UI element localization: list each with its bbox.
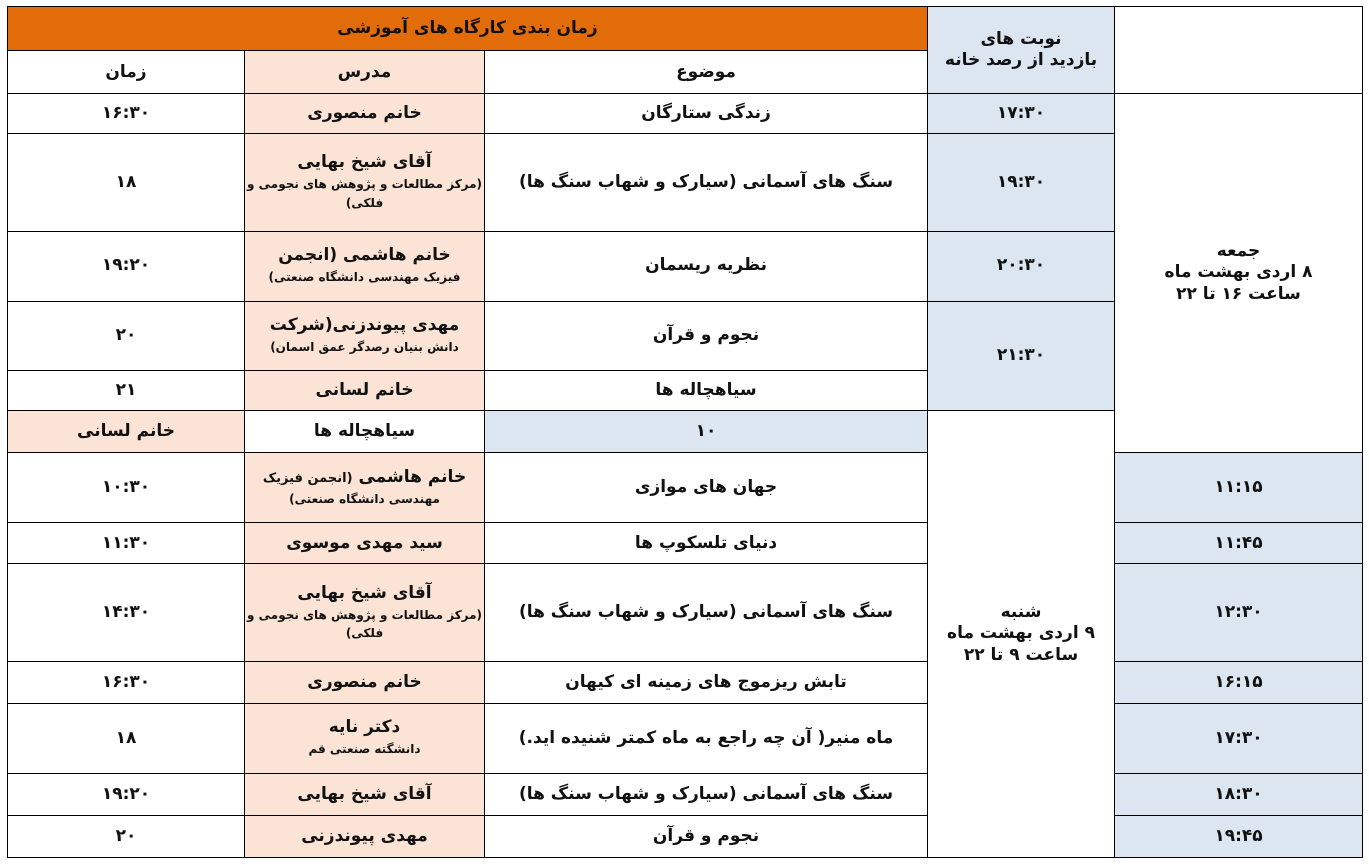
visit-time-cell: ۱۶:۱۵ (1115, 662, 1363, 703)
teacher-affiliation: دانشگته صنعتی قم (308, 742, 421, 757)
topic-cell: زندگی ستارگان (485, 94, 928, 134)
visit-time-cell: ۲۱:۳۰ (928, 301, 1115, 410)
teacher-cell (245, 231, 485, 301)
workshop-schedule-table (7, 6, 1363, 858)
teacher-affiliation: (مرکز مطالعات و پژوهش های نجومی و فلکی) (246, 607, 483, 641)
topic-cell: نجوم و قرآن (485, 301, 928, 370)
teacher-affiliation: (مرکز مطالعات و پژوهش های نجومی و فلکی) (246, 177, 483, 211)
day-date: ۹ اردی بهشت ماه (947, 623, 1095, 644)
teacher-cell (245, 134, 485, 231)
teacher-cell (245, 564, 485, 662)
topic-header: موضوع (485, 51, 928, 94)
time-cell: ۲۰ (8, 301, 245, 370)
topic-cell: جهان های موازی (485, 453, 928, 523)
table-row (8, 662, 1363, 703)
visits-header-line1: نوبت های (980, 28, 1062, 49)
time-cell: ۲۱ (8, 370, 245, 410)
day-cell-friday (1115, 94, 1363, 453)
table-row (8, 564, 1363, 662)
header-row-1 (8, 7, 1363, 51)
table-row (8, 523, 1363, 564)
visits-header-line2: بازدید از رصد خانه (944, 50, 1098, 71)
teacher-cell (245, 703, 485, 773)
time-header: زمان (8, 51, 245, 94)
teacher-affiliation-inline: (انجمن فیزیک (262, 470, 353, 486)
teacher-name: خانم هاشمی (انجمن (278, 245, 451, 266)
topic-cell: تابش ریزموج های زمینه ای کیهان (485, 662, 928, 703)
teacher-cell: آقای شیخ بهایی (245, 773, 485, 815)
time-cell: ۱۴:۳۰ (8, 564, 245, 662)
blank-corner-cell (1115, 7, 1363, 94)
day-hours: ساعت ۹ تا ۲۲ (963, 644, 1079, 665)
table-row (8, 773, 1363, 815)
teacher-cell: خانم منصوری (245, 662, 485, 703)
table-row (8, 703, 1363, 773)
visits-header (928, 7, 1115, 94)
table-row (8, 453, 1363, 523)
teacher-cell: خانم لسانی (245, 370, 485, 410)
time-cell: ۱۹:۲۰ (8, 773, 245, 815)
visit-time-cell: ۱۱:۴۵ (1115, 523, 1363, 564)
time-cell: ۱۹:۲۰ (8, 231, 245, 301)
teacher-cell: سید مهدی موسوی (245, 523, 485, 564)
teacher-cell (245, 453, 485, 523)
topic-cell: سیاهچاله ها (245, 410, 485, 452)
topic-cell: سنگ های آسمانی (سیارک و شهاب سنگ ها) (485, 773, 928, 815)
topic-cell: سنگ های آسمانی (سیارک و شهاب سنگ ها) (485, 564, 928, 662)
table-row (8, 815, 1363, 857)
teacher-cell: مهدی پیوندزنی (245, 815, 485, 857)
visit-time-cell: ۱۲:۳۰ (1115, 564, 1363, 662)
teacher-affiliation: فیزیک مهندسی دانشگاه صنعتی) (268, 270, 461, 285)
topic-cell: نظریه ریسمان (485, 231, 928, 301)
workshop-title-header: زمان بندی کارگاه های آموزشی (8, 7, 928, 51)
day-name: شنبه (1000, 602, 1042, 623)
day-cell-saturday (928, 410, 1115, 857)
visit-time-cell: ۱۷:۳۰ (928, 94, 1115, 134)
teacher-affiliation: مهندسی دانشگاه صنعتی) (289, 491, 440, 506)
topic-cell: سیاهچاله ها (485, 370, 928, 410)
visit-time-cell: ۱۰ (485, 410, 928, 452)
time-cell: ۱۸ (8, 134, 245, 231)
day-name: جمعه (1216, 241, 1261, 262)
visit-time-cell: ۲۰:۳۰ (928, 231, 1115, 301)
teacher-name: آقای شیخ بهایی (297, 582, 432, 603)
time-cell: ۱۶:۳۰ (8, 662, 245, 703)
teacher-name: دکتر نایه (328, 717, 401, 738)
time-cell: ۱۸ (8, 703, 245, 773)
topic-cell: نجوم و قرآن (485, 815, 928, 857)
visit-time-cell: ۱۷:۳۰ (1115, 703, 1363, 773)
teacher-name: آقای شیخ بهایی (297, 152, 432, 173)
time-cell: ۲۰ (8, 815, 245, 857)
teacher-name: خانم هاشمی (358, 466, 467, 487)
time-cell: ۱۶:۳۰ (8, 94, 245, 134)
visit-time-cell: ۱۱:۱۵ (1115, 453, 1363, 523)
teacher-affiliation: دانش بنیان رصدگر عمق اسمان) (270, 340, 459, 355)
table-row (8, 94, 1363, 134)
topic-cell: سنگ های آسمانی (سیارک و شهاب سنگ ها) (485, 134, 928, 231)
day-hours: ساعت ۱۶ تا ۲۲ (1176, 283, 1301, 304)
topic-cell: ماه منیر( آن چه راجع به ماه کمتر شنیده اید.) (485, 703, 928, 773)
day-date: ۸ اردی بهشت ماه (1164, 262, 1313, 283)
teacher-name: مهدی پیوندزنی(شرکت (269, 314, 460, 335)
time-cell: ۱۰:۳۰ (8, 453, 245, 523)
teacher-header: مدرس (245, 51, 485, 94)
topic-cell: دنیای تلسکوپ ها (485, 523, 928, 564)
teacher-cell: خانم منصوری (245, 94, 485, 134)
visit-time-cell: ۱۹:۳۰ (928, 134, 1115, 231)
time-cell: ۱۱:۳۰ (8, 523, 245, 564)
teacher-cell: خانم لسانی (8, 410, 245, 452)
visit-time-cell: ۱۹:۴۵ (1115, 815, 1363, 857)
visit-time-cell: ۱۸:۳۰ (1115, 773, 1363, 815)
teacher-cell (245, 301, 485, 370)
